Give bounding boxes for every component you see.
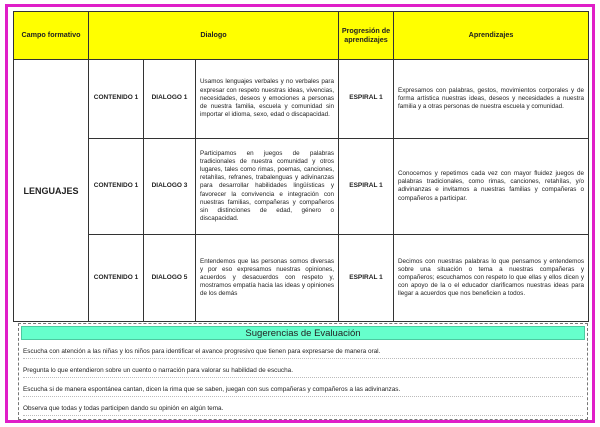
aprendizajes-cell: Decimos con nuestras palabras lo que pensamos y entendemos sobre una situación o tema a nuestras compañeras y compañeros; escuchamos con respeto lo que ellas y ellos dicen y con apoyo de la o el educador clarificamos nuestras ideas para llegar a acuerdos que nos beneficien a todos. bbox=[394, 235, 589, 322]
header-aprendizajes: Aprendizajes bbox=[394, 12, 589, 60]
header-dialogo: Dialogo bbox=[89, 12, 339, 60]
table-row bbox=[14, 235, 589, 322]
header-campo-formativo: Campo formativo bbox=[14, 12, 89, 60]
evaluation-section bbox=[18, 323, 588, 420]
progresion-cell: ESPIRAL 1 bbox=[339, 138, 394, 235]
table-row bbox=[14, 138, 589, 235]
dialogo-text-cell: Entendemos que las personas somos diversas y por eso expresamos nuestras opiniones, acuerdos y desacuerdos con respeto y, mostramos empatía hacia las ideas y opiniones de los demás bbox=[196, 235, 339, 322]
evaluation-item: Observa que todas y todas participen dando su opinión en algún tema. bbox=[23, 405, 583, 416]
campo-formativo-cell: LENGUAJES bbox=[14, 60, 89, 322]
progresion-cell: ESPIRAL 1 bbox=[339, 235, 394, 322]
evaluation-title: Sugerencias de Evaluación bbox=[21, 326, 585, 340]
header-progresion: Progresión de aprendizajes bbox=[339, 12, 394, 60]
evaluation-item: Escucha si de manera espontánea cantan, dicen la rima que se saben, juegan con sus compañeras y compañeros a las adivinanzas. bbox=[23, 386, 583, 397]
dialogo-number-cell: DIALOGO 1 bbox=[144, 60, 196, 139]
dialogo-text-cell: Participamos en juegos de palabras tradicionales de nuestra comunidad y otros lugares, tales como rimas, poemas, canciones, retahílas, refranes, trabalenguas y adivinanzas para desarrollar habilidades lingüísticas y favorecer la convivencia e integración con nuestras familias, compañeras y compañeros sin distinciones de edad, género o discapacidad. bbox=[196, 138, 339, 235]
dialogo-text-cell: Usamos lenguajes verbales y no verbales para expresar con respeto nuestras ideas, vivencias, necesidades, deseos y emociones a personas de nuestra familia, escuela y comunidad sin importar el idioma, sexo, edad o discapacidad. bbox=[196, 60, 339, 139]
contenido-cell: CONTENIDO 1 bbox=[89, 235, 144, 322]
dialogo-number-cell: DIALOGO 5 bbox=[144, 235, 196, 322]
progresion-cell: ESPIRAL 1 bbox=[339, 60, 394, 139]
evaluation-item: Pregunta lo que entendieron sobre un cuento o narración para valorar su habilidad de escucha. bbox=[23, 367, 583, 378]
evaluation-item: Escucha con atención a las niñas y los niños para identificar el avance progresivo que tienen para expresarse de manera oral. bbox=[23, 348, 583, 359]
aprendizajes-cell: Expresamos con palabras, gestos, movimientos corporales y de forma artística nuestras ideas, deseos y necesidades a nuestra familia y a otras personas de nuestra escuela y comunidad. bbox=[394, 60, 589, 139]
aprendizajes-cell: Conocemos y repetimos cada vez con mayor fluidez juegos de palabras tradicionales, como rimas, canciones, retahílas, y/o adivinanzas e invitamos a nuestras familias y compañeras o compañeros a participar. bbox=[394, 138, 589, 235]
dialogo-number-cell: DIALOGO 3 bbox=[144, 138, 196, 235]
contenido-cell: CONTENIDO 1 bbox=[89, 138, 144, 235]
contenido-cell: CONTENIDO 1 bbox=[89, 60, 144, 139]
table-row bbox=[14, 60, 589, 139]
planning-table bbox=[13, 11, 589, 322]
